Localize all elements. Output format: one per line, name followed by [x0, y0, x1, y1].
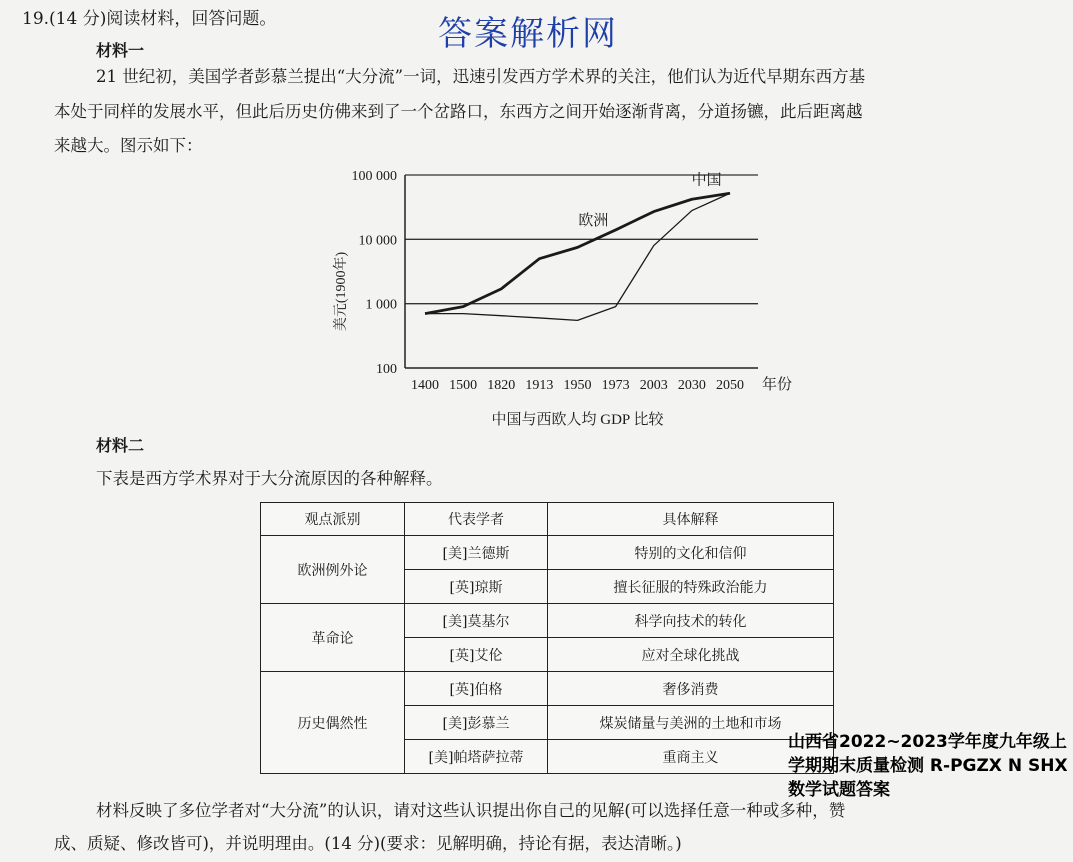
explanation-cell: 科学向技术的转化	[548, 604, 834, 638]
material1-line-1: 21 世纪初，美国学者彭慕兰提出“大分流”一词，迅速引发西方学术界的关注，他们认为近代早期东西方基	[96, 67, 866, 86]
chart-title: 中国与西欧人均 GDP 比较	[491, 412, 664, 428]
table-row	[261, 604, 834, 638]
scholar-cell: [美]莫基尔	[405, 604, 548, 638]
y-tick-label: 10 000	[358, 233, 397, 249]
material1-line-2: 本处于同样的发展水平，但此后历史仿佛来到了一个岔路口，东西方之间开始逐渐背离，分道扬镳，此后距离越	[54, 102, 863, 121]
table-row	[261, 672, 834, 706]
school-cell: 革命论	[261, 604, 405, 672]
explanation-cell: 特别的文化和信仰	[548, 536, 834, 570]
material2-title: 材料二	[96, 436, 145, 455]
series-label-0: 欧洲	[578, 213, 609, 230]
scholar-cell: [美]兰德斯	[405, 536, 548, 570]
explanation-cell: 应对全球化挑战	[548, 638, 834, 672]
explanation-cell: 奢侈消费	[548, 672, 834, 706]
material1-line-3: 来越大。图示如下：	[54, 136, 203, 155]
school-cell: 历史偶然性	[261, 672, 405, 774]
y-tick-label: 1 000	[365, 297, 397, 313]
explanation-cell: 重商主义	[548, 740, 834, 774]
explanation-cell: 擅长征服的特殊政治能力	[548, 570, 834, 604]
x-tick-label: 2003	[639, 378, 668, 393]
table-header-0: 观点派别	[261, 503, 405, 536]
scholar-cell: [美]帕塔萨拉蒂	[405, 740, 548, 774]
scholar-cell: [英]琼斯	[405, 570, 548, 604]
material1-title: 材料一	[96, 41, 145, 60]
explanation-cell: 煤炭储量与美洲的土地和市场	[548, 706, 834, 740]
chart-gridlines	[405, 175, 758, 304]
x-tick-label: 1500	[449, 378, 478, 393]
exam-source-note: 山西省2022~2023学年度九年级上学期期末质量检测 R-PGZX N SHX数学试题答案	[788, 732, 1068, 800]
scholar-cell: [美]彭慕兰	[405, 706, 548, 740]
table-header-1: 代表学者	[405, 503, 548, 536]
question-number: 19.(14 分)阅读材料，回答问题。	[22, 9, 277, 29]
watermark-text: 答案解析网	[438, 14, 618, 54]
x-tick-label: 1400	[411, 378, 439, 393]
table-header-2: 具体解释	[548, 503, 834, 536]
series-label-1: 中国	[691, 172, 722, 189]
gdp-comparison-chart	[325, 160, 795, 430]
scholar-cell: [英]伯格	[405, 672, 548, 706]
x-tick-label: 2050	[716, 378, 744, 393]
x-tick-label: 1820	[487, 378, 516, 393]
y-tick-label: 100 000	[351, 169, 397, 184]
series-line-0	[425, 193, 730, 313]
question-line-1: 材料反映了多位学者对“大分流”的认识，请对这些认识提出你自己的见解(可以选择任意一种或多种，赞	[96, 801, 846, 820]
x-tick-label: 1950	[563, 378, 592, 393]
x-tick-label: 1913	[525, 378, 554, 393]
x-tick-label: 2030	[677, 378, 706, 393]
material2-intro: 下表是西方学术界对于大分流原因的各种解释。	[96, 469, 443, 488]
table-row	[261, 536, 834, 570]
question-line-2: 成、质疑、修改皆可)，并说明理由。(14 分)(要求：见解明确，持论有据，表达清晰。)	[54, 834, 682, 853]
explanation-table	[260, 502, 834, 774]
school-cell: 欧洲例外论	[261, 536, 405, 604]
x-tick-label: 1973	[601, 378, 630, 393]
x-axis-label: 年份	[762, 377, 793, 393]
y-tick-label: 100	[376, 362, 397, 377]
scholar-cell: [英]艾伦	[405, 638, 548, 672]
table-header-row	[261, 503, 834, 536]
chart-labels	[332, 169, 792, 428]
y-axis-label: 美元(1900年)	[334, 251, 349, 332]
